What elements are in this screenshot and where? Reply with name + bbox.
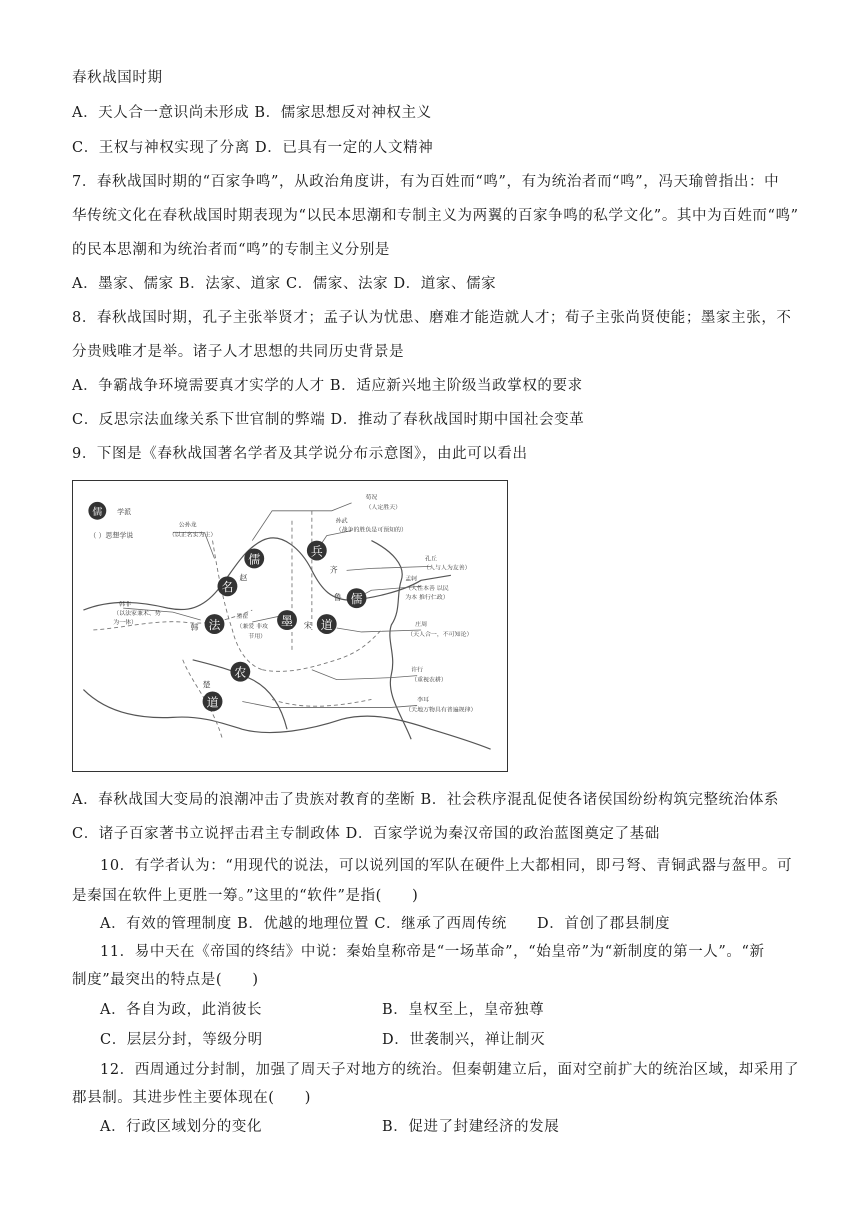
school-marker-mo: 墨: [281, 614, 293, 629]
school-marker-ru-lu: 儒: [350, 592, 363, 607]
q11-stem-line2: 制度”最突出的特点是( ): [72, 972, 259, 988]
school-markers: [203, 541, 367, 712]
school-marker-dao-chu: 道: [206, 695, 219, 710]
note-hanfei-idea1: （以法家兼术、势: [113, 610, 161, 618]
yellow-river: [83, 538, 450, 610]
border-line: [262, 630, 381, 671]
q9-options-ab: A．春秋战国大变局的浪潮冲击了贵族对教育的垄断 B．社会秩序混乱促使各诸侯国纷纷构筑完整统治体系: [72, 792, 780, 808]
note-xunzi: 荀况: [365, 493, 378, 501]
q7-stem-line1: 7．春秋战国时期的“百家争鸣”，从政治角度讲，有为百姓而“鸣”，有为统治者而“鸣”，冯天瑜曾指出：中: [72, 174, 780, 190]
school-marker-ru: 儒: [248, 552, 261, 567]
leader-line: [347, 566, 431, 570]
legend-school-label: 学派: [117, 507, 132, 516]
q11-option-d: D．世袭制兴，禅让制灭: [382, 1032, 546, 1048]
note-gongsunlong: 公孙龙: [178, 521, 197, 529]
state-label-song: 宋: [303, 620, 312, 630]
note-modi-idea2: 节用）: [248, 632, 267, 640]
scholars-distribution-map: [72, 480, 508, 772]
state-label-qi: 齐: [329, 565, 338, 575]
note-gongsunlong-idea: （以正名实为主）: [168, 531, 217, 539]
q11-stem-line1: 11．易中天在《帝国的终结》中说：秦始皇称帝是“一场革命”，“始皇帝”为“新制度的第一人”。“新: [100, 944, 765, 960]
note-lier-idea: （天地万物具有普遍规律）: [405, 706, 477, 714]
scholar-notes: [113, 493, 476, 714]
q11-option-a: A．各自为政，此消彼长: [100, 1002, 263, 1018]
q6-options-ab: A．天人合一意识尚未形成 B．儒家思想反对神权主义: [72, 105, 432, 121]
q7-stem-line3: 的民本思潮和为统治者而“鸣”的专制主义分别是: [72, 242, 391, 258]
q10-options: A．有效的管理制度 B．优越的地理位置 C．继承了西周传统 D．首创了郡县制度: [100, 916, 671, 932]
q12-option-a: A．行政区域划分的变化: [100, 1119, 263, 1135]
note-sunwu: 孙武: [335, 517, 348, 525]
q8-stem-line1: 8．春秋战国时期，孔子主张举贤才；孟子认为忧患、磨难才能造就人才；荀子主张尚贤使能；墨家主张，不: [72, 310, 792, 326]
note-hanfei-idea2: 为一体）: [113, 619, 137, 627]
map-svg: [73, 481, 507, 771]
border-line: [272, 699, 371, 706]
note-zhuangzhou-idea: （天人合一，不可知论）: [407, 630, 473, 638]
note-sunwu-idea: （战争的胜负是可预知的）: [335, 526, 407, 534]
leader-line: [312, 670, 417, 680]
q9-stem: 9．下图是《春秋战国著名学者及其学说分布示意图》，由此可以看出: [72, 446, 528, 462]
legend-school-symbol: 儒: [92, 506, 103, 518]
q8-options-cd: C．反思宗法血缘关系下世官制的弊端 D．推动了春秋战国时期中国社会变革: [72, 412, 585, 428]
school-marker-fa: 法: [208, 617, 221, 632]
q12-stem-line1: 12．西周通过分封制，加强了周天子对地方的统治。但秦朝建立后，面对空前扩大的统治区域，却采用了: [100, 1062, 800, 1078]
note-mengke: 孟轲: [405, 575, 418, 583]
school-marker-dao: 道: [320, 617, 333, 632]
q12-option-b: B．促进了封建经济的发展: [382, 1119, 560, 1135]
state-label-zhao: 赵: [239, 573, 248, 583]
text-line: 春秋战国时期: [72, 70, 163, 86]
school-marker-bing: 兵: [310, 544, 323, 559]
school-marker-ming: 名: [221, 580, 234, 595]
q7-stem-line2: 华传统文化在春秋战国时期表现为“以民本思潮和专制主义为两翼的百家争鸣的私学文化”。其中为百姓而“鸣”: [72, 208, 799, 224]
state-label-han: 韩: [190, 622, 199, 632]
school-marker-nong: 农: [234, 665, 247, 680]
q11-option-b: B．皇权至上，皇帝独尊: [382, 1002, 545, 1018]
note-lier: 李耳: [417, 696, 430, 704]
note-modi-idea1: （兼爱 非攻: [236, 622, 268, 630]
q7-options: A．墨家、儒家 B．法家、道家 C．儒家、法家 D．道家、儒家: [72, 276, 497, 292]
leader-line: [252, 616, 280, 622]
note-xunzi-idea: （人定胜天）: [365, 503, 402, 511]
q12-stem-line2: 郡县制。其进步性主要体现在( ): [72, 1090, 312, 1106]
yangtze-river: [83, 690, 490, 750]
note-mengke-idea2: 为本 推行仁政）: [405, 594, 449, 602]
q8-stem-line2: 分贵贱唯才是举。诸子人才思想的共同历史背景是: [72, 344, 405, 360]
state-label-chu: 楚: [202, 680, 211, 690]
legend: [88, 502, 133, 540]
leader-line: [242, 701, 417, 707]
note-modi: 墨翟: [236, 613, 249, 621]
note-hanfei: 韩非: [119, 601, 132, 609]
note-kongqiu-idea: （人与人为友善）: [423, 564, 471, 572]
q10-stem-line2: 是秦国在软件上更胜一筹。”这里的“软件”是指( ): [72, 888, 419, 904]
legend-idea-label: （ ）思想学说: [89, 531, 134, 540]
note-xuxing-idea: （重视农耕）: [411, 676, 447, 684]
state-label-lu: 鲁: [333, 593, 342, 603]
note-xuxing: 许行: [411, 666, 424, 674]
q6-options-cd: C．王权与神权实现了分离 D．已具有一定的人文精神: [72, 140, 434, 156]
q10-stem-line1: 10．有学者认为：“用现代的说法，可以说列国的军队在硬件上大都相同，即弓弩、青铜武器与盔甲。可: [100, 858, 793, 874]
q11-option-c: C．层层分封，等级分明: [100, 1032, 263, 1048]
note-mengke-idea1: （人性本善 以民: [405, 585, 449, 593]
note-kongqiu: 孔丘: [425, 555, 437, 563]
note-zhuangzhou: 庄周: [415, 621, 428, 628]
q8-options-ab: A．争霸战争环境需要真才实学的人才 B．适应新兴地主阶级当政掌权的要求: [72, 378, 583, 394]
q9-options-cd: C．诸子百家著书立说抨击君主专制政体 D．百家学说为秦汉帝国的政治蓝图奠定了基础: [72, 826, 660, 842]
